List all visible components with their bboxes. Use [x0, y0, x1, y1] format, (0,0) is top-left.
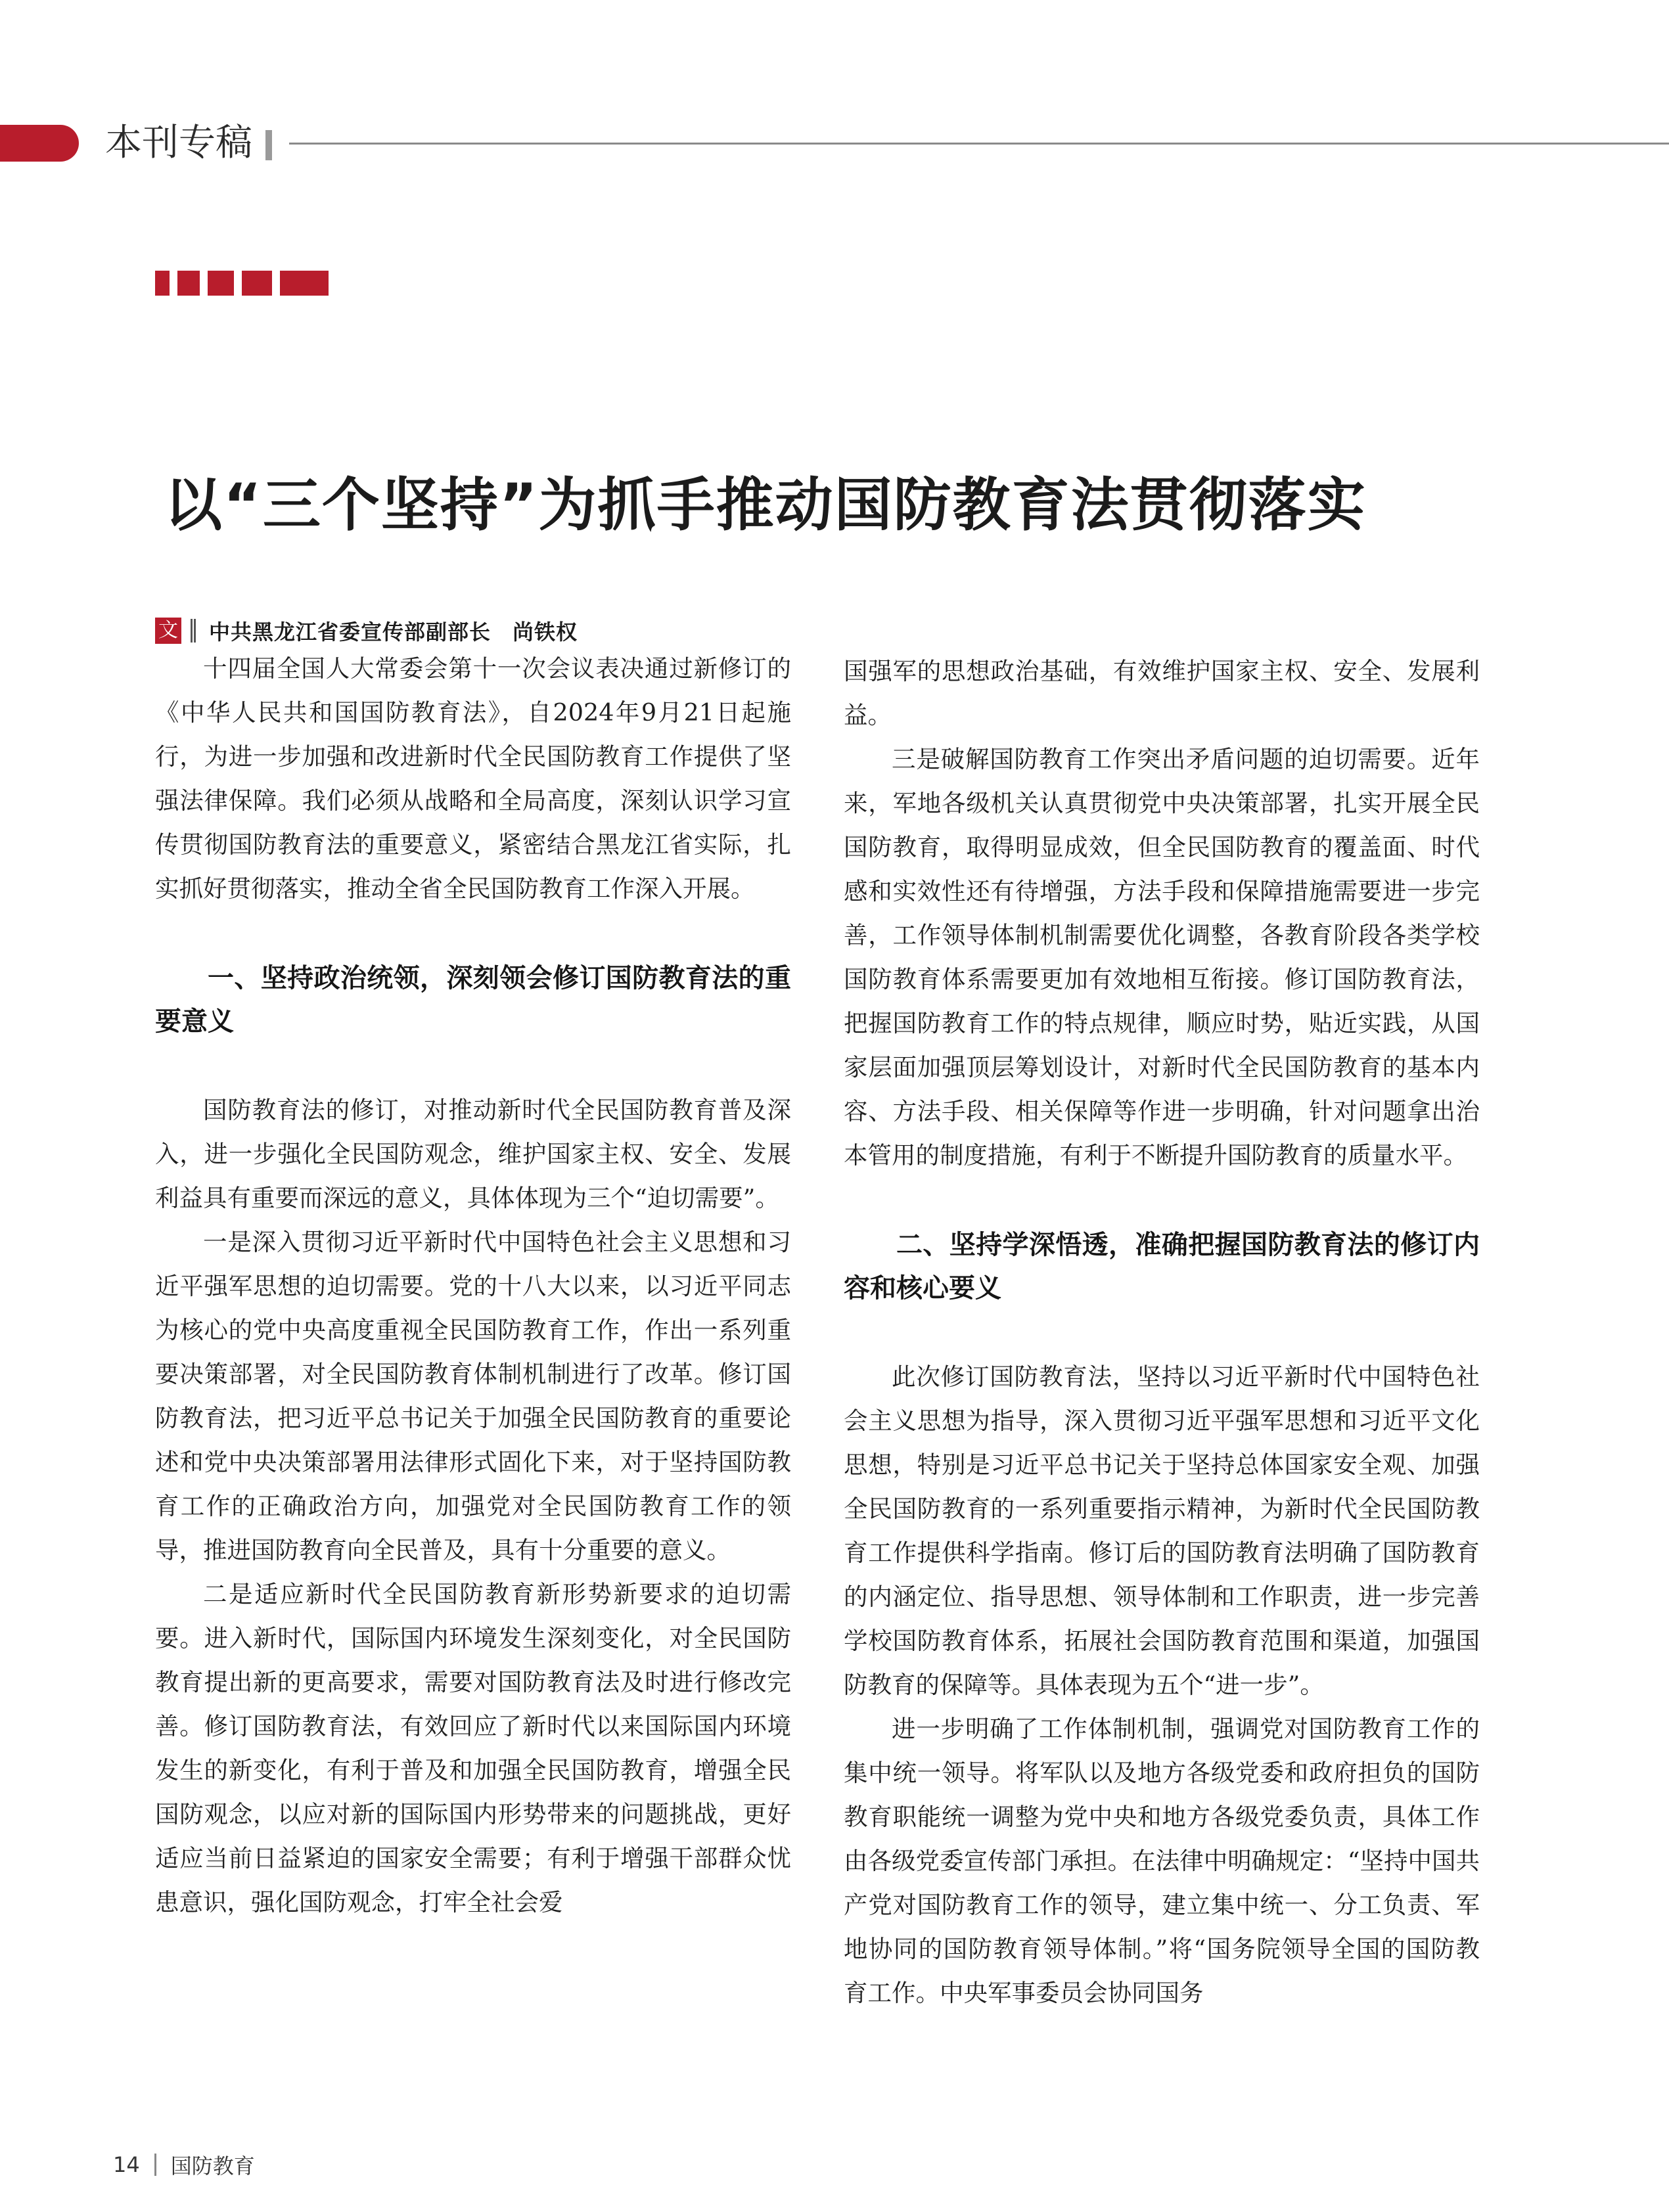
magazine-name: 国防教育	[170, 2154, 255, 2178]
footer-separator	[154, 2154, 156, 2176]
page-footer	[113, 2148, 255, 2181]
deco-block	[242, 271, 272, 296]
body-paragraph: 国防教育法的修订，对推动新时代全民国防教育普及深入，进一步强化全民国防观念，维护国家主权、安全、发展利益具有重要而深远的意义，具体体现为三个“迫切需要”。	[155, 1096, 791, 1212]
byline-author: 中共黑龙江省委宣传部副部长 尚铁权	[209, 620, 578, 644]
continued-paragraph: 国强军的思想政治基础，有效维护国家主权、安全、发展利益。	[844, 657, 1480, 729]
body-paragraph: 二是适应新时代全民国防教育新形势新要求的迫切需要。进入新时代，国际国内环境发生深刻变化，对全民国防教育提出新的更高要求，需要对国防教育法及时进行修改完善。修订国防教育法，有效回应了新时代以来国际国内环境发生的新变化，有利于普及和加强全民国防教育，增强全民国防观念，以应对新的国际国内形势带来的问题挑战，更好适应当前日益紧迫的国家安全需要；有利于增强干部群众忧患意识，强化国防观念，打牢全社会爱	[155, 1580, 791, 1916]
body-paragraph: 三是破解国防教育工作突出矛盾问题的迫切需要。近年来，军地各级机关认真贯彻党中央决策部署，扎实开展全民国防教育，取得明显成效，但全民国防教育的覆盖面、时代感和实效性还有待增强，方法手段和保障措施需要进一步完善，工作领导体制机制需要优化调整，各教育阶段各类学校国防教育体系需要更加有效地相互衔接。修订国防教育法，把握国防教育工作的特点规律，顺应时势，贴近实践，从国家层面加强顶层筹划设计，对新时代全民国防教育的基本内容、方法手段、相关保障等作进一步明确，针对问题拿出治本管用的制度措施，有利于不断提升国防教育的质量水平。	[844, 745, 1480, 1169]
header-rule	[289, 143, 1669, 145]
article-title: 以“三个坚持”为抓手推动国防教育法贯彻落实	[164, 470, 1367, 539]
section-title: 本刊专稿	[105, 122, 252, 164]
page-number: 14	[113, 2152, 140, 2177]
left-column	[155, 646, 791, 1924]
byline	[155, 616, 578, 645]
body-paragraph: 进一步明确了工作体制机制，强调党对国防教育工作的集中统一领导。将军队以及地方各级党委和政府担负的国防教育职能统一调整为党中央和地方各级党委负责，具体工作由各级党委宣传部门承担。在法律中明确规定：“坚持中国共产党对国防教育工作的领导，建立集中统一、分工负责、军地协同的国防教育领导体制。”将“国务院领导全国的国防教育工作。中央军事委员会协同国务	[844, 1715, 1480, 2007]
byline-tag: 文	[155, 618, 181, 644]
deco-block	[208, 271, 234, 296]
decorative-blocks	[155, 271, 329, 296]
right-column	[844, 649, 1480, 2015]
deco-block	[280, 271, 329, 296]
section-heading-1: 一、坚持政治统领，深刻领会修订国防教育法的重要意义	[155, 963, 791, 1037]
byline-separator	[191, 619, 196, 643]
body-paragraph: 一是深入贯彻习近平新时代中国特色社会主义思想和习近平强军思想的迫切需要。党的十八大以来，以习近平同志为核心的党中央高度重视全民国防教育工作，作出一系列重要决策部署，对全民国防教育体制机制进行了改革。修订国防教育法，把习近平总书记关于加强全民国防教育的重要论述和党中央决策部署用法律形式固化下来，对于坚持国防教育工作的正确政治方向，加强党对全民国防教育工作的领导，推进国防教育向全民普及，具有十分重要的意义。	[155, 1228, 791, 1564]
header-separator	[265, 130, 272, 160]
section-heading-2: 二、坚持学深悟透，准确把握国防教育法的修订内容和核心要义	[844, 1230, 1480, 1303]
intro-paragraph: 十四届全国人大常委会第十一次会议表决通过新修订的《中华人民共和国国防教育法》，自2024年9月21日起施行，为进一步加强和改进新时代全民国防教育工作提供了坚强法律保障。我们必须从战略和全局高度，深刻认识学习宣传贯彻国防教育法的重要意义，紧密结合黑龙江省实际，扎实抓好贯彻落实，推动全省全民国防教育工作深入开展。	[155, 654, 791, 903]
body-paragraph: 此次修订国防教育法，坚持以习近平新时代中国特色社会主义思想为指导，深入贯彻习近平强军思想和习近平文化思想，特别是习近平总书记关于坚持总体国家安全观、加强全民国防教育的一系列重要指示精神，为新时代全民国防教育工作提供科学指南。修订后的国防教育法明确了国防教育的内涵定位、指导思想、领导体制和工作职责，进一步完善学校国防教育体系，拓展社会国防教育范围和渠道，加强国防教育的保障等。具体表现为五个“进一步”。	[844, 1363, 1480, 1699]
deco-block	[177, 271, 200, 296]
deco-block	[155, 271, 170, 296]
section-tab-marker	[0, 125, 79, 162]
